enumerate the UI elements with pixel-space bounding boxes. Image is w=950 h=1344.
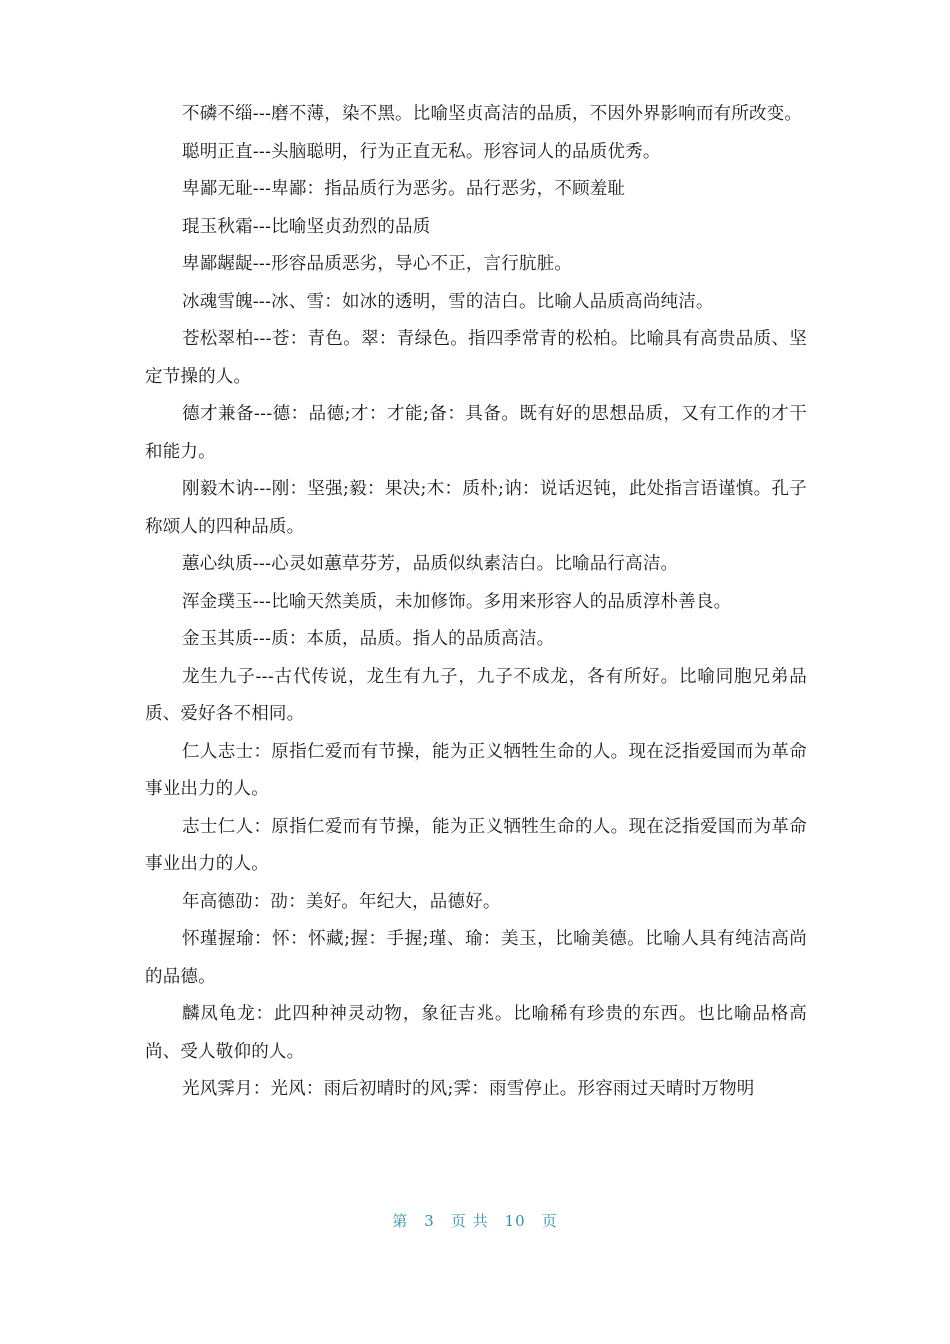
paragraph: 光风霁月：光风：雨后初晴时的风;霁：雨雪停止。形容雨过天晴时万物明 [182, 1079, 755, 1099]
page-footer [0, 1210, 950, 1231]
paragraph: 志士仁人：原指仁爱而有节操，能为正义牺牲生命的人。现在泛指爱国而为革命事业出力的人。 [145, 816, 807, 874]
footer-prefix: 第 [392, 1212, 409, 1230]
paragraph: 麟凤龟龙：此四种神灵动物，象征吉兆。比喻稀有珍贵的东西。也比喻品格高尚、受人敬仰的人。 [145, 1004, 807, 1062]
document-body [145, 96, 807, 1109]
page-number-current: 3 [424, 1212, 435, 1230]
paragraph: 卑鄙龌龊---形容品质恶劣，导心不正，言行肮脏。 [182, 254, 573, 274]
paragraph: 龙生九子---古代传说，龙生有九子，九子不成龙，各有所好。比喻同胞兄弟品质、爱好各不相同。 [145, 666, 807, 724]
footer-suffix: 页 [541, 1212, 558, 1230]
paragraph: 金玉其质---质：本质，品质。指人的品质高洁。 [182, 629, 555, 649]
paragraph: 年高德劭：劭：美好。年纪大，品德好。 [182, 891, 501, 912]
paragraph: 卑鄙无耻---卑鄙：指品质行为恶劣。品行恶劣，不顾羞耻 [182, 179, 626, 199]
footer-middle: 页 共 [450, 1212, 489, 1230]
paragraph: 怀瑾握瑜：怀：怀藏;握：手握;瑾、瑜：美玉，比喻美德。比喻人具有纯洁高尚的品德。 [145, 929, 807, 987]
page-number-total: 10 [504, 1212, 526, 1230]
paragraph: 浑金璞玉---比喻天然美质，未加修饰。多用来形容人的品质淳朴善良。 [182, 591, 732, 612]
paragraph: 仁人志士：原指仁爱而有节操，能为正义牺牲生命的人。现在泛指爱国而为革命事业出力的人。 [145, 741, 807, 799]
paragraph: 冰魂雪魄---冰、雪：如冰的透明，雪的洁白。比喻人品质高尚纯洁。 [182, 291, 714, 312]
paragraph: 不磷不缁---磨不薄，染不黑。比喻坚贞高洁的品质，不因外界影响而有所改变。 [182, 104, 803, 124]
paragraph: 刚毅木讷---刚：坚强;毅：果决;木：质朴;讷：说话迟钝，此处指言语谨慎。孔子称颂人的四种品质。 [145, 479, 807, 537]
paragraph: 苍松翠柏---苍：青色。翠：青绿色。指四季常青的松柏。比喻具有高贵品质、坚定节操的人。 [145, 329, 807, 387]
paragraph: 蕙心纨质---心灵如蕙草芬芳，品质似纨素洁白。比喻品行高洁。 [182, 554, 679, 574]
paragraph: 德才兼备---德：品德;才：才能;备：具备。既有好的思想品质，又有工作的才干和能力。 [145, 404, 807, 462]
paragraph: 琨玉秋霜---比喻坚贞劲烈的品质 [182, 216, 431, 237]
paragraph: 聪明正直---头脑聪明，行为正直无私。形容词人的品质优秀。 [182, 141, 661, 162]
